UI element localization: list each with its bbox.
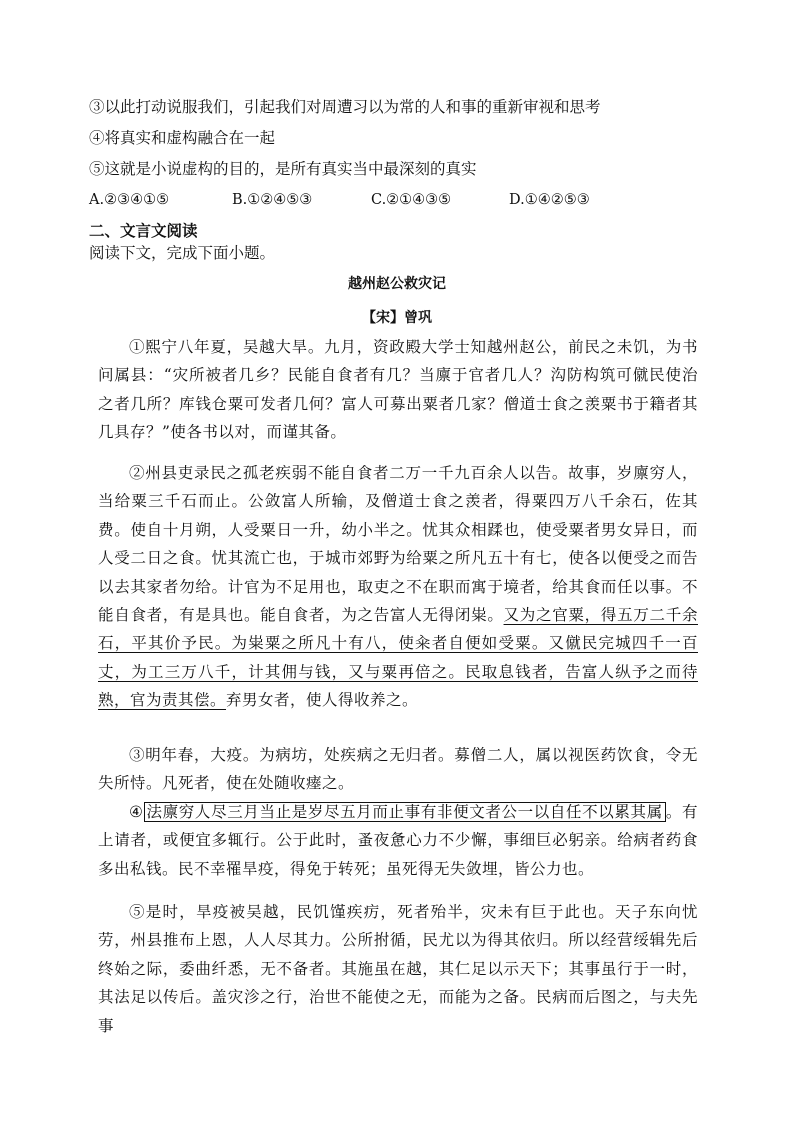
choice-d: D.①④②⑤③ [509, 192, 590, 208]
section-instruction: 阅读下文，完成下面小题。 [89, 244, 276, 262]
paragraph-2-tail: 弃男女者，使人得收养之。 [226, 691, 419, 710]
boxed-passage: 法廪穷人尽三月当止是岁尽五月而止事有非便文者公一以自任不以累其属 [144, 802, 666, 822]
paragraph-5: ⑤是时，旱疫被吴越，民饥馑疾疠，死者殆半，灾未有巨于此也。天子东向忧劳，州县推布上恩，人人尽其力。公所拊循，民尤以为得其依归。所以经营绥辑先后终始之际，委曲纤悉，无不备者。其施虽在越，其仁足以示天下；其事虽行于一时，其法足以传后。盖灾沴之行，治世不能使之无，而能为之备。民病而后图之，与夫先事 [98, 903, 698, 1035]
paragraph-3: ③明年春，大疫。为病坊，处疾病之无归者。募僧二人，属以视医药饮食，令无失所恃。凡死者，使在处随收瘗之。 [98, 746, 698, 793]
paragraph-4-text: 。有上请者，或便宜多辄行。公于此时，蚤夜惫心力不少懈，事细巨必躬亲。给病者药食多出私钱。民不幸罹旱疫，得免于转死；虽死得无失敛埋，皆公力也。 [98, 803, 698, 878]
option-item-5: ⑤这就是小说虚构的目的，是所有真实当中最深刻的真实 [89, 160, 477, 178]
section-heading: 二、文言文阅读 [89, 222, 198, 240]
article-title: 越州赵公救灾记 [348, 276, 446, 292]
paragraph-2-text: ②州县吏录民之孤老疾弱不能自食者二万一千九百余人以告。故事，岁廪穷人，当给粟三千石而止。公敛富人所输，及僧道士食之羡者，得粟四万八千余石，佐其费。使自十月朔，人受粟日一升，幼小半之。忧其众相蹂也，使受粟者男女异日，而人受二日之食。忧其流亡也，于城市郊野为给粟之所凡五十有七，使各以便受之而告以去其家者勿给。计官为不足用也，取吏之不在职而寓于境者，给其食而任以事。不能自食者，有是具也。能自食者，为之告富人无得闭粜。 [98, 464, 698, 625]
paragraph-4-lead: ④ [129, 803, 144, 821]
answer-choices [89, 189, 649, 211]
paragraph-4 [98, 798, 698, 883]
choice-a: A.②③④①⑤ [89, 192, 170, 208]
choice-b: B.①②④⑤③ [232, 192, 313, 208]
option-item-3: ③以此打动说服我们，引起我们对周遭习以为常的人和事的重新审视和思考 [89, 98, 601, 116]
choice-c: C.②①④③⑤ [371, 192, 452, 208]
underlined-passage: 又为之官粟，得五万二千余石，平其价予民。为粜粟之所凡十有八，使籴者自便如受粟。又僦民完城四千一百丈，为工三万八千，计其佣与钱，又与粟再倍之。民取息钱者，告富人纵予之而待熟，官为责其偿。 [98, 606, 698, 710]
paragraph-1: ①熙宁八年夏，吴越大旱。九月，资政殿大学士知越州赵公，前民之未饥，为书问属县：“灾所被者几乡？民能自食者有几？当廪于官者几人？沟防构筑可僦民使治之者几所？库钱仓粟可发者几何？富人可募出粟者几家？僧道士食之羡粟书于籍者其几具存？”使各书以对，而谨其备。 [98, 338, 698, 442]
paragraph-2 [98, 459, 698, 715]
article-author: 【宋】曾巩 [362, 310, 432, 326]
option-item-4: ④将真实和虚构融合在一起 [89, 129, 276, 147]
